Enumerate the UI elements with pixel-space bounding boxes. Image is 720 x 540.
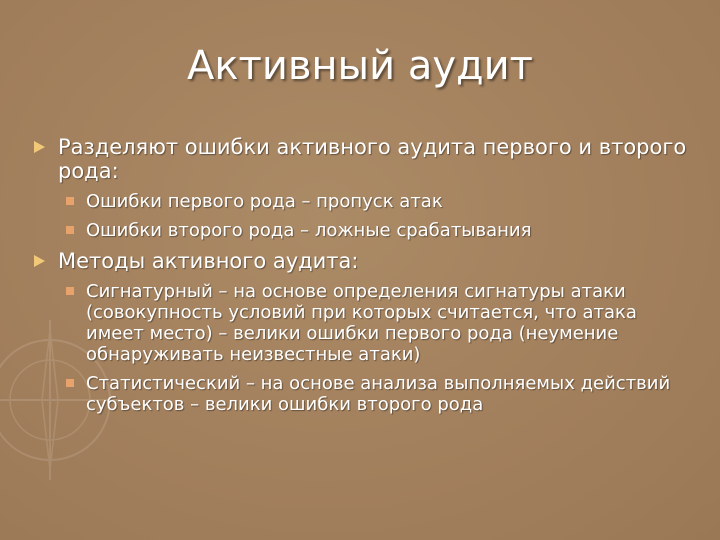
triangle-bullet-icon (34, 141, 45, 153)
square-bullet-icon (66, 379, 74, 387)
sub-bullet-item (60, 191, 700, 212)
sub-bullet-text: Ошибки первого рода – пропуск атак (86, 191, 443, 212)
square-bullet-icon (66, 197, 74, 205)
sub-bullet-text: Ошибки второго рода – ложные срабатывания (86, 220, 532, 241)
sub-bullet-text: Статистический – на основе анализа выполняемых действий субъектов – велики ошибки второго рода (86, 373, 671, 415)
sub-bullet-text: Сигнатурный – на основе определения сигнатуры атаки (совокупность условий при которых считается, что атака имеет место) – велики ошибки первого рода (неумение обнаруживать неизвестные атаки) (86, 281, 637, 365)
sub-bullet-item (60, 220, 700, 241)
bullet-text: Разделяют ошибки активного аудита первого и второго рода: (58, 135, 687, 183)
slide-content (30, 135, 700, 423)
bullet-text: Методы активного аудита: (58, 249, 359, 273)
bullet-item-methods (30, 249, 700, 273)
sub-bullet-item (60, 281, 700, 365)
square-bullet-icon (66, 287, 74, 295)
triangle-bullet-icon (34, 255, 45, 267)
bullet-item-error-types (30, 135, 700, 183)
slide-title: Активный аудит (187, 43, 533, 89)
square-bullet-icon (66, 226, 74, 234)
sub-bullet-item (60, 373, 700, 415)
